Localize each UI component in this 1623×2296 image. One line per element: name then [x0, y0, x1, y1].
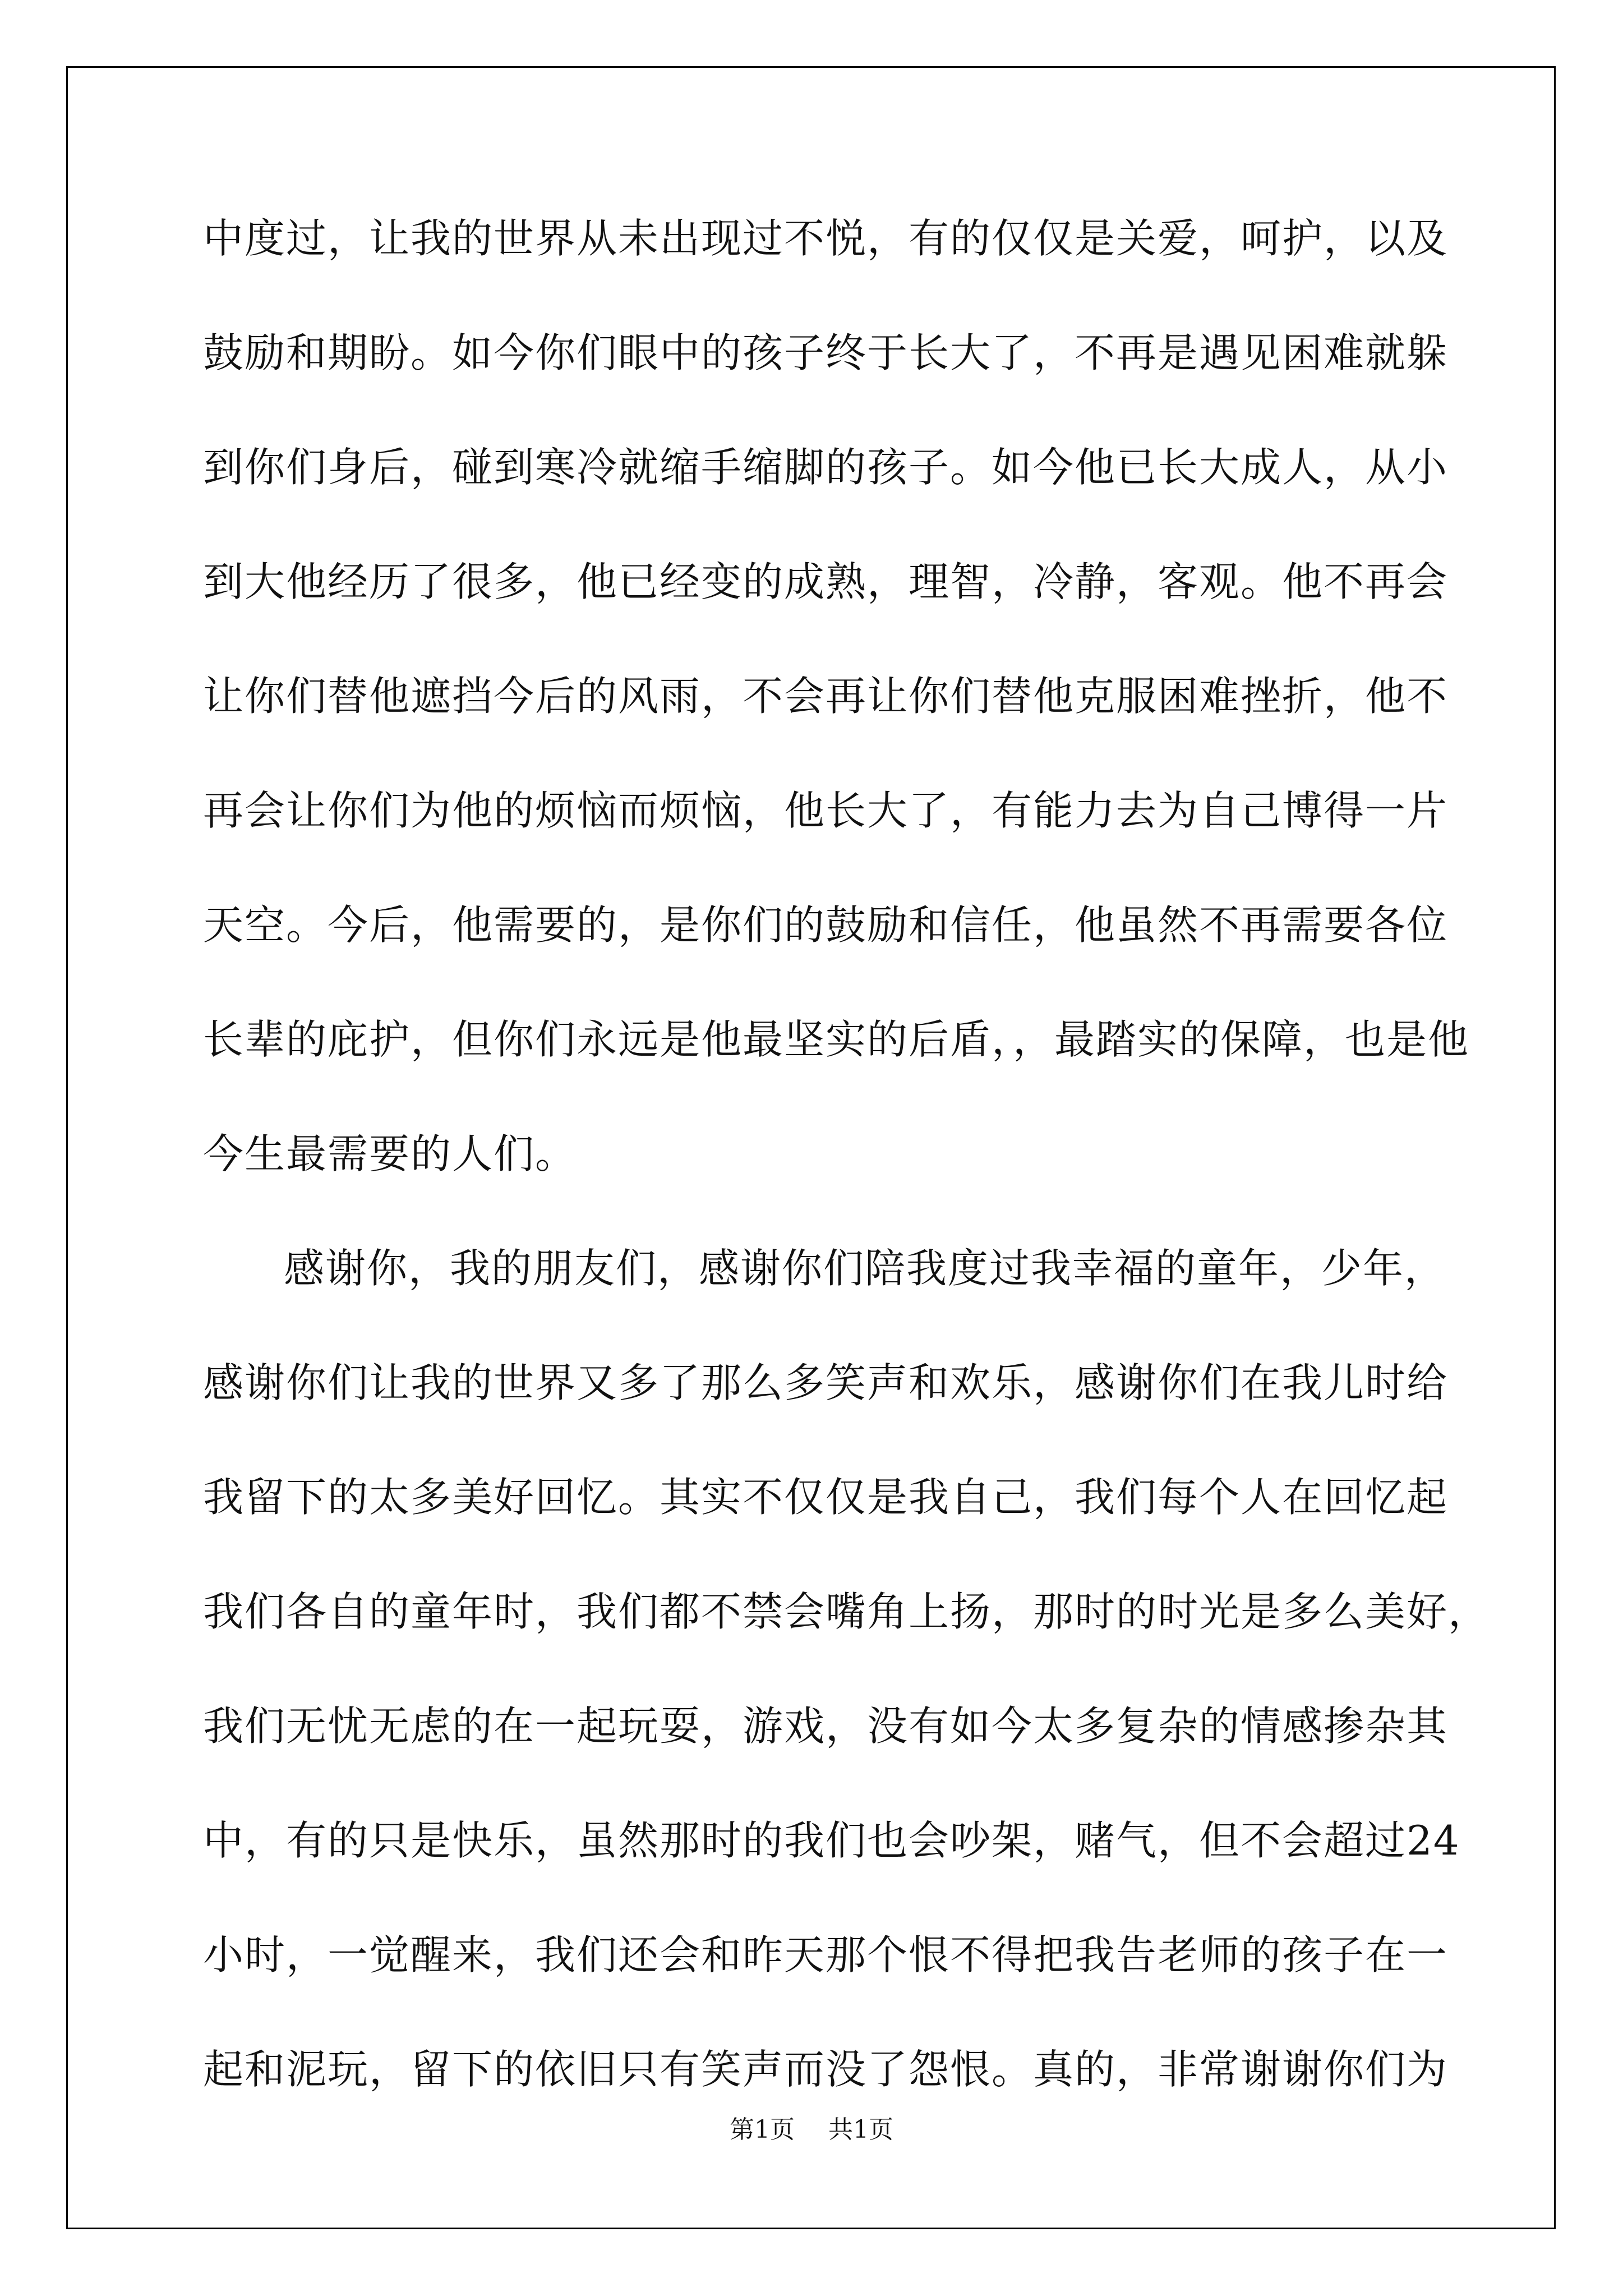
page-footer [0, 2109, 1623, 2145]
text-line: 感谢你，我的朋友们，感谢你们陪我度过我幸福的童年，少年， [284, 1245, 1446, 1292]
text-line: 再会让你们为他的烦恼而烦恼，他长大了，有能力去为自己博得一片 [203, 787, 1449, 834]
page-number-total: 共1页 [828, 2115, 893, 2144]
text-line: 鼓励和期盼。如今你们眼中的孩子终于长大了，不再是遇见困难就躲 [203, 329, 1449, 376]
text-line: 到大他经历了很多，他已经变的成熟，理智，冷静，客观。他不再会 [203, 558, 1449, 605]
text-line: 中，有的只是快乐，虽然那时的我们也会吵架，赌气，但不会超过24 [203, 1817, 1460, 1864]
text-line: 我留下的太多美好回忆。其实不仅仅是我自己，我们每个人在回忆起 [203, 1474, 1449, 1521]
text-line: 我们无忧无虑的在一起玩耍，游戏，没有如今太多复杂的情感掺杂其 [203, 1703, 1449, 1750]
text-line: 到你们身后，碰到寒冷就缩手缩脚的孩子。如今他已长大成人，从小 [203, 444, 1449, 491]
text-line: 中度过，让我的世界从未出现过不悦，有的仅仅是关爱，呵护，以及 [203, 215, 1449, 262]
text-line: 感谢你们让我的世界又多了那么多笑声和欢乐，感谢你们在我儿时给 [203, 1359, 1449, 1406]
text-line: 长辈的庇护，但你们永远是他最坚实的后盾，，最踏实的保障，也是他 [203, 1016, 1470, 1063]
text-line: 让你们替他遮挡今后的风雨，不会再让你们替他克服困难挫折，他不 [203, 673, 1449, 720]
text-line: 我们各自的童年时，我们都不禁会嘴角上扬，那时的时光是多么美好， [203, 1588, 1490, 1635]
text-line: 起和泥玩，留下的依旧只有笑声而没了怨恨。真的，非常谢谢你们为 [203, 2046, 1449, 2093]
document-body [203, 208, 1490, 2153]
page-number-current: 第1页 [730, 2115, 795, 2144]
text-line: 天空。今后，他需要的，是你们的鼓励和信任，他虽然不再需要各位 [203, 901, 1449, 949]
text-line: 小时，一觉醒来，我们还会和昨天那个恨不得把我告老师的孩子在一 [203, 1931, 1449, 1978]
text-line: 今生最需要的人们。 [203, 1130, 577, 1177]
